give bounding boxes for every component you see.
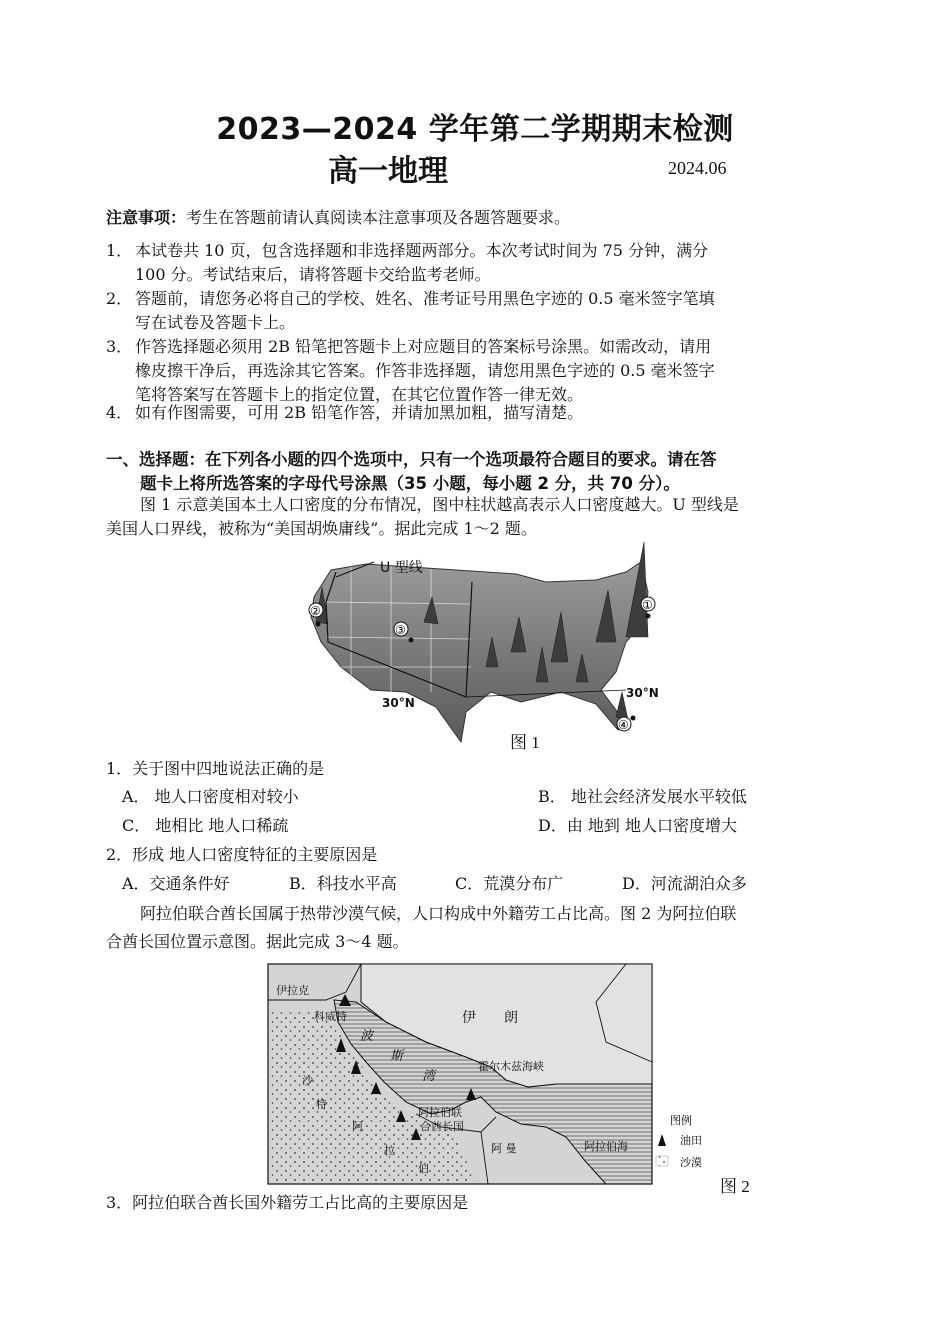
q1-option-b: B． 地社会经济发展水平较低 bbox=[538, 787, 747, 806]
svg-text:①: ① bbox=[642, 598, 653, 612]
section-heading-line2: 题卡上将所选答案的字母代号涂黑（35 小题，每小题 2 分，共 70 分）。 bbox=[140, 474, 680, 493]
marker-4 bbox=[617, 716, 636, 733]
label-hormuz: 霍尔木兹海峡 bbox=[478, 1060, 544, 1073]
q2-option-d: D．河流湖泊众多 bbox=[622, 874, 747, 893]
notice-heading bbox=[106, 205, 570, 231]
intro1-line2: 美国人口界线，被称为“美国胡焕庸线”。据此完成 1～2 题。 bbox=[106, 519, 537, 538]
notice-item-3-line3: 笔将答案写在答题卡上的指定位置，在其它位置作答一律无效。 bbox=[135, 385, 584, 404]
notice-item-3-line2: 橡皮擦干净后，再选涂其它答案。作答非选择题，请您用黑色字迹的 0.5 毫米签字 bbox=[135, 361, 715, 380]
exam-subject: 高一地理 bbox=[328, 154, 448, 189]
label-arabian-sea: 阿拉伯海 bbox=[584, 1140, 628, 1153]
legend bbox=[656, 1113, 702, 1169]
notice-item-2-num: 2． bbox=[106, 289, 133, 308]
q3-stem: 3．阿拉伯联合酋长国外籍劳工占比高的主要原因是 bbox=[106, 1193, 469, 1212]
q2-option-b: B．科技水平高 bbox=[289, 874, 397, 893]
notice-item-1-line2: 100 分。考试结束后，请将答题卡交给监考老师。 bbox=[135, 265, 491, 284]
q1-option-a: A． 地人口密度相对较小 bbox=[122, 787, 299, 806]
q1-stem: 1．关于图中四地说法正确的是 bbox=[106, 759, 325, 778]
notice-item-2-line1: 答题前，请您务必将自己的学校、姓名、准考证号用黑色字迹的 0.5 毫米签字笔填 bbox=[135, 289, 715, 308]
label-uae-1: 阿拉伯联 bbox=[418, 1106, 462, 1119]
legend-desert-label: 沙漠 bbox=[680, 1156, 702, 1169]
exam-title: 2023—2024 学年第二学期期末检测 bbox=[216, 112, 734, 147]
legend-title: 图例 bbox=[670, 1114, 692, 1127]
figure-1-caption: 图 1 bbox=[510, 733, 540, 752]
label-sa-2: 特 bbox=[316, 1098, 327, 1111]
label-iraq: 伊拉克 bbox=[276, 984, 309, 997]
notice-item-1-num: 1． bbox=[106, 241, 133, 260]
figure-2-uae-map bbox=[266, 962, 720, 1188]
svg-text:④: ④ bbox=[618, 718, 629, 732]
svg-text:②: ② bbox=[310, 604, 321, 618]
figure-1-us-population-map bbox=[296, 542, 676, 752]
legend-oil-icon bbox=[658, 1134, 666, 1146]
legend-oil-label: 油田 bbox=[680, 1134, 702, 1147]
notice-label: 注意事项： bbox=[106, 208, 187, 227]
intro2-line1: 阿拉伯联合酋长国属于热带沙漠气候，人口构成中外籍劳工占比高。图 2 为阿拉伯联 bbox=[140, 904, 737, 923]
u-line-label: U 型线 bbox=[380, 560, 423, 576]
svg-text:③: ③ bbox=[395, 623, 406, 637]
q1-option-d: D．由 地到 地人口密度增大 bbox=[538, 816, 738, 835]
label-gulf-2: 斯 bbox=[390, 1049, 404, 1064]
label-gulf-3: 湾 bbox=[422, 1069, 436, 1084]
q2-option-c: C．荒漠分布广 bbox=[455, 874, 564, 893]
us-landmass bbox=[311, 562, 648, 742]
lat-label-left: 30°N bbox=[382, 696, 415, 710]
legend-desert-icon bbox=[656, 1156, 668, 1166]
label-uae-2: 合酋长国 bbox=[420, 1120, 464, 1133]
label-sa-3: 阿 bbox=[352, 1120, 363, 1133]
intro2-line2: 合酋长国位置示意图。据此完成 3～4 题。 bbox=[106, 932, 409, 951]
q2-stem: 2．形成 地人口密度特征的主要原因是 bbox=[106, 845, 378, 864]
notice-intro: 考生在答题前请认真阅读本注意事项及各题答题要求。 bbox=[186, 208, 571, 227]
exam-date: 2024.06 bbox=[668, 158, 727, 178]
notice-item-3-num: 3． bbox=[106, 337, 133, 356]
notice-item-1-line1: 本试卷共 10 页，包含选择题和非选择题两部分。本次考试时间为 75 分钟，满分 bbox=[135, 241, 709, 260]
label-oman: 阿 曼 bbox=[491, 1142, 517, 1155]
q1-option-c: C． 地相比 地人口稀疏 bbox=[122, 816, 289, 835]
label-iran: 伊 朗 bbox=[462, 1010, 518, 1026]
label-sa-5: 伯 bbox=[418, 1162, 429, 1175]
label-sa-1: 沙 bbox=[302, 1074, 313, 1087]
notice-item-4-num: 4． bbox=[106, 403, 133, 422]
label-kuwait: 科威特 bbox=[314, 1010, 347, 1023]
notice-item-4-line1: 如有作图需要，可用 2B 铅笔作答，并请加黑加粗，描写清楚。 bbox=[135, 403, 584, 422]
lat-label-right: 30°N bbox=[626, 686, 659, 700]
label-sa-4: 拉 bbox=[384, 1144, 395, 1157]
q2-option-a: A．交通条件好 bbox=[122, 874, 230, 893]
notice-item-3-line1: 作答选择题必须用 2B 铅笔把答题卡上对应题目的答案标号涂黑。如需改动，请用 bbox=[135, 337, 712, 356]
section-heading-line1: 一、选择题：在下列各小题的四个选项中，只有一个选项最符合题目的要求。请在答 bbox=[106, 450, 717, 469]
notice-item-2-line2: 写在试卷及答题卡上。 bbox=[135, 313, 296, 332]
intro1-line1: 图 1 示意美国本土人口密度的分布情况，图中柱状越高表示人口密度越大。U 型线是 bbox=[140, 495, 739, 514]
figure-2-caption: 图 2 bbox=[720, 1177, 750, 1196]
label-gulf-1: 波 bbox=[360, 1029, 374, 1044]
